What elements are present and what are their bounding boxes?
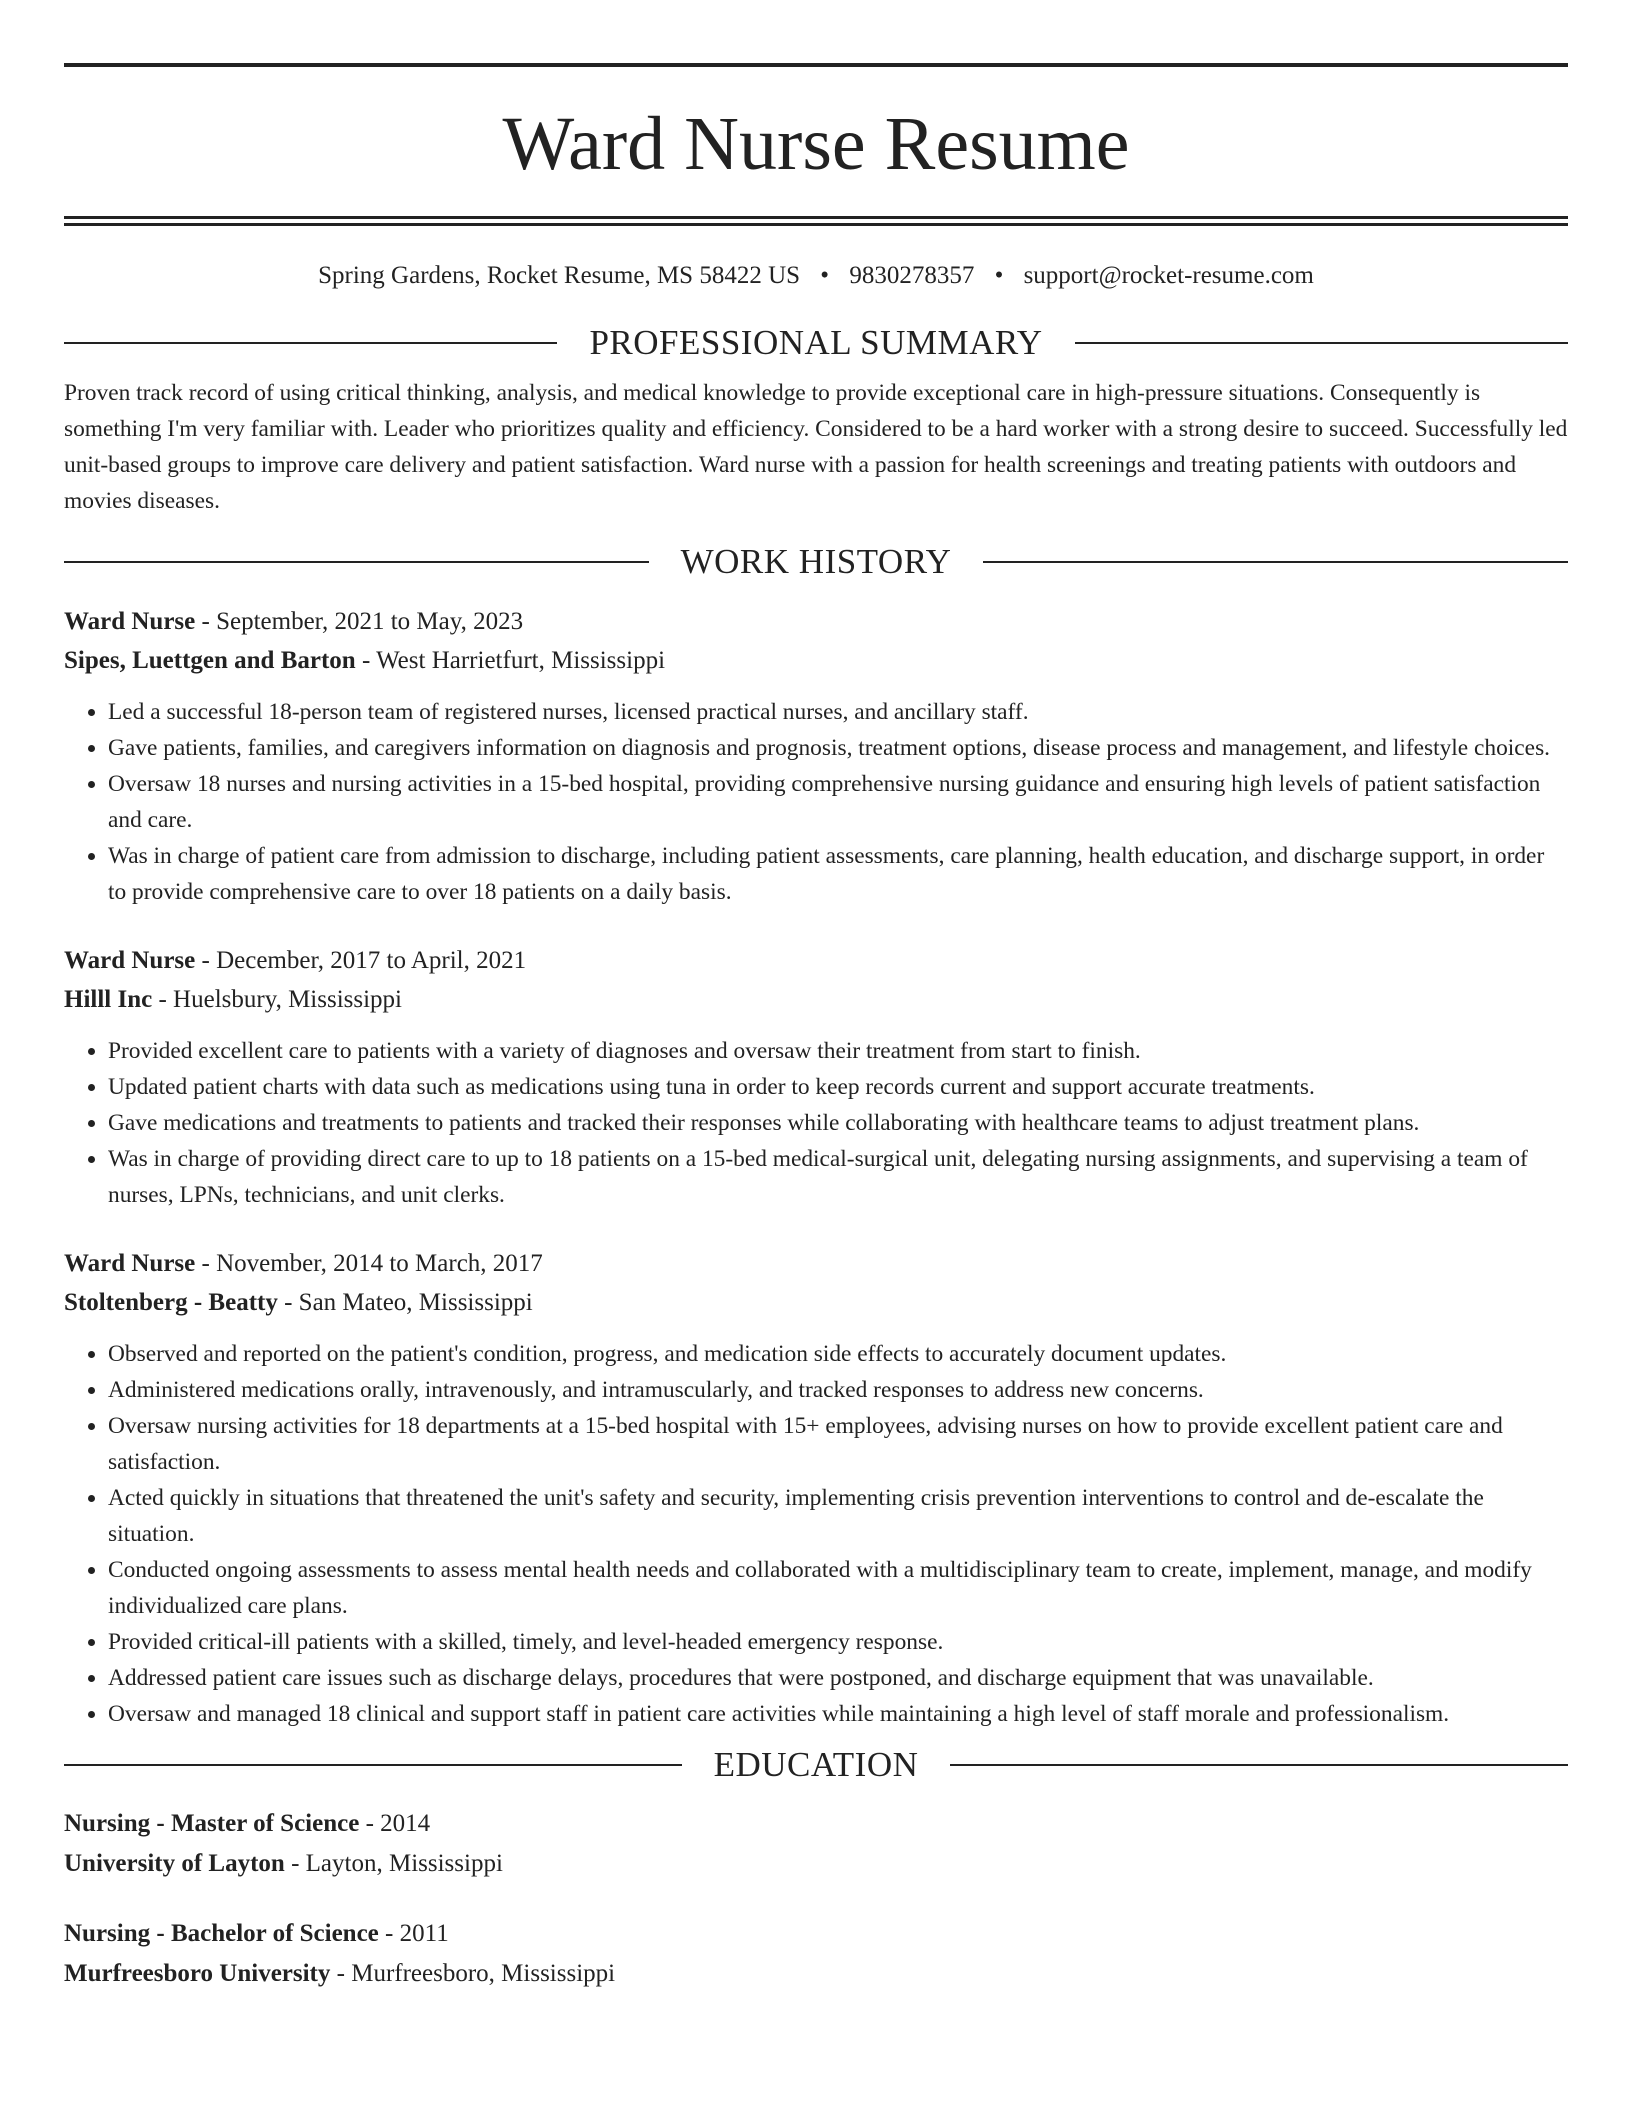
job-entry <box>64 941 1568 1213</box>
job-dates: - September, 2021 to May, 2023 <box>195 608 524 635</box>
job-bullet: • Provided critical-ill patients with a skilled, timely, and level-headed emergency response. <box>108 1624 1568 1660</box>
job-bullets <box>64 694 1568 910</box>
job-bullet: • Was in charge of providing direct care to up to 18 patients on a 15-bed medical-surgical unit, delegating nursing assignments, and supervising a team of nurses, LPNs, technicians, and unit clerks. <box>108 1141 1568 1213</box>
education-school-line <box>64 1844 1568 1884</box>
job-company-line <box>64 641 1568 680</box>
job-title-line <box>64 941 1568 980</box>
education-section-heading <box>64 1743 1568 1787</box>
job-title-line <box>64 602 1568 641</box>
job-company-line <box>64 1283 1568 1322</box>
education-school-line <box>64 1954 1568 1994</box>
contact-separator: • <box>994 262 1004 289</box>
title-double-rule <box>64 216 1568 226</box>
summary-paragraph: Proven track record of using critical thinking, analysis, and medical knowledge to provide exceptional care in high-pressure situations. Consequently is something I'm very familiar with. Leader who prioritizes quality and efficiency. Considered to be a hard worker with a strong desire to succeed. Successfully led unit-based groups to improve care delivery and patient satisfaction. Ward nurse with a passion for health screenings and treating patients with outdoors and movies diseases. <box>64 380 1568 514</box>
education-entry <box>64 1914 1568 1994</box>
contact-separator: • <box>820 262 830 289</box>
education-year: - 2014 <box>359 1810 431 1837</box>
education-degree: Nursing - Master of Science <box>64 1810 360 1837</box>
education-location: - Layton, Mississippi <box>284 1850 503 1877</box>
heading-rule-left <box>64 561 649 563</box>
job-bullet: • Acted quickly in situations that threatened the unit's safety and security, implementing crisis prevention interventions to control and de-escalate the situation. <box>108 1480 1568 1552</box>
job-bullet: • Oversaw 18 nurses and nursing activities in a 15-bed hospital, providing comprehensive nursing guidance and ensuring high levels of patient satisfaction and care. <box>108 766 1568 838</box>
job-bullet: • Observed and reported on the patient's condition, progress, and medication side effects to accurately document updates. <box>108 1336 1568 1372</box>
job-bullet: • Oversaw and managed 18 clinical and support staff in patient care activities while maintaining a high level of staff morale and professionalism. <box>108 1696 1568 1732</box>
job-bullets <box>64 1033 1568 1213</box>
job-entry <box>64 602 1568 910</box>
education-degree-line <box>64 1914 1568 1954</box>
education-location: - Murfreesboro, Mississippi <box>330 1960 616 1987</box>
job-bullet: • Gave medications and treatments to patients and tracked their responses while collaborating with healthcare teams to adjust treatment plans. <box>108 1105 1568 1141</box>
work-section-heading <box>64 540 1568 584</box>
job-location: - Huelsbury, Mississippi <box>152 986 402 1013</box>
education-degree: Nursing - Bachelor of Science <box>64 1920 379 1947</box>
education-school: Murfreesboro University <box>64 1960 331 1987</box>
job-bullet: • Provided excellent care to patients with a variety of diagnoses and oversaw their treatment from start to finish. <box>108 1033 1568 1069</box>
job-bullet: • Gave patients, families, and caregivers information on diagnosis and prognosis, treatment options, disease process and management, and lifestyle choices. <box>108 730 1568 766</box>
education-entry <box>64 1804 1568 1884</box>
job-title: Ward Nurse <box>64 608 196 635</box>
education-school: University of Layton <box>64 1850 285 1877</box>
contact-email: support@rocket-resume.com <box>1023 262 1314 289</box>
contact-line <box>64 260 1568 292</box>
work-heading-label: WORK HISTORY <box>680 542 952 581</box>
job-title: Ward Nurse <box>64 1250 196 1277</box>
job-dates: - December, 2017 to April, 2021 <box>195 947 527 974</box>
contact-address: Spring Gardens, Rocket Resume, MS 58422 US <box>318 262 801 289</box>
heading-rule-right <box>950 1764 1568 1766</box>
heading-rule-left <box>64 1764 682 1766</box>
job-bullet: • Addressed patient care issues such as discharge delays, procedures that were postponed, and discharge equipment that was unavailable. <box>108 1660 1568 1696</box>
contact-phone: 9830278357 <box>849 262 975 289</box>
job-company: Hilll Inc <box>64 986 153 1013</box>
summary-section-heading <box>64 321 1568 365</box>
job-dates: - November, 2014 to March, 2017 <box>195 1250 543 1277</box>
education-heading-label: EDUCATION <box>713 1745 919 1784</box>
job-entry <box>64 1244 1568 1732</box>
job-company-line <box>64 980 1568 1019</box>
heading-rule-right <box>983 561 1568 563</box>
education-degree-line <box>64 1804 1568 1844</box>
job-company: Sipes, Luettgen and Barton <box>64 647 356 674</box>
job-bullets <box>64 1336 1568 1732</box>
job-bullet: • Led a successful 18-person team of registered nurses, licensed practical nurses, and ancillary staff. <box>108 694 1568 730</box>
heading-rule-right <box>1075 342 1568 344</box>
education-year: - 2011 <box>378 1920 449 1947</box>
heading-rule-left <box>64 342 557 344</box>
job-company: Stoltenberg - Beatty <box>64 1289 278 1316</box>
job-location: - West Harrietfurt, Mississippi <box>355 647 666 674</box>
resume-title: Ward Nurse Resume <box>502 102 1130 186</box>
job-title-line <box>64 1244 1568 1283</box>
top-rule <box>64 63 1568 67</box>
job-bullet: • Conducted ongoing assessments to assess mental health needs and collaborated with a multidisciplinary team to create, implement, manage, and modify individualized care plans. <box>108 1552 1568 1624</box>
job-bullet: • Updated patient charts with data such as medications using tuna in order to keep records current and support accurate treatments. <box>108 1069 1568 1105</box>
job-title: Ward Nurse <box>64 947 196 974</box>
job-bullet: • Was in charge of patient care from admission to discharge, including patient assessments, care planning, health education, and discharge support, in order to provide comprehensive care to over 18 patients on a daily basis. <box>108 838 1568 910</box>
summary-heading-label: PROFESSIONAL SUMMARY <box>589 323 1043 362</box>
job-bullet: • Oversaw nursing activities for 18 departments at a 15-bed hospital with 15+ employees, advising nurses on how to provide excellent patient care and satisfaction. <box>108 1408 1568 1480</box>
resume-page <box>64 63 1568 1994</box>
job-bullet: • Administered medications orally, intravenously, and intramuscularly, and tracked responses to address new concerns. <box>108 1372 1568 1408</box>
job-location: - San Mateo, Mississippi <box>277 1289 533 1316</box>
